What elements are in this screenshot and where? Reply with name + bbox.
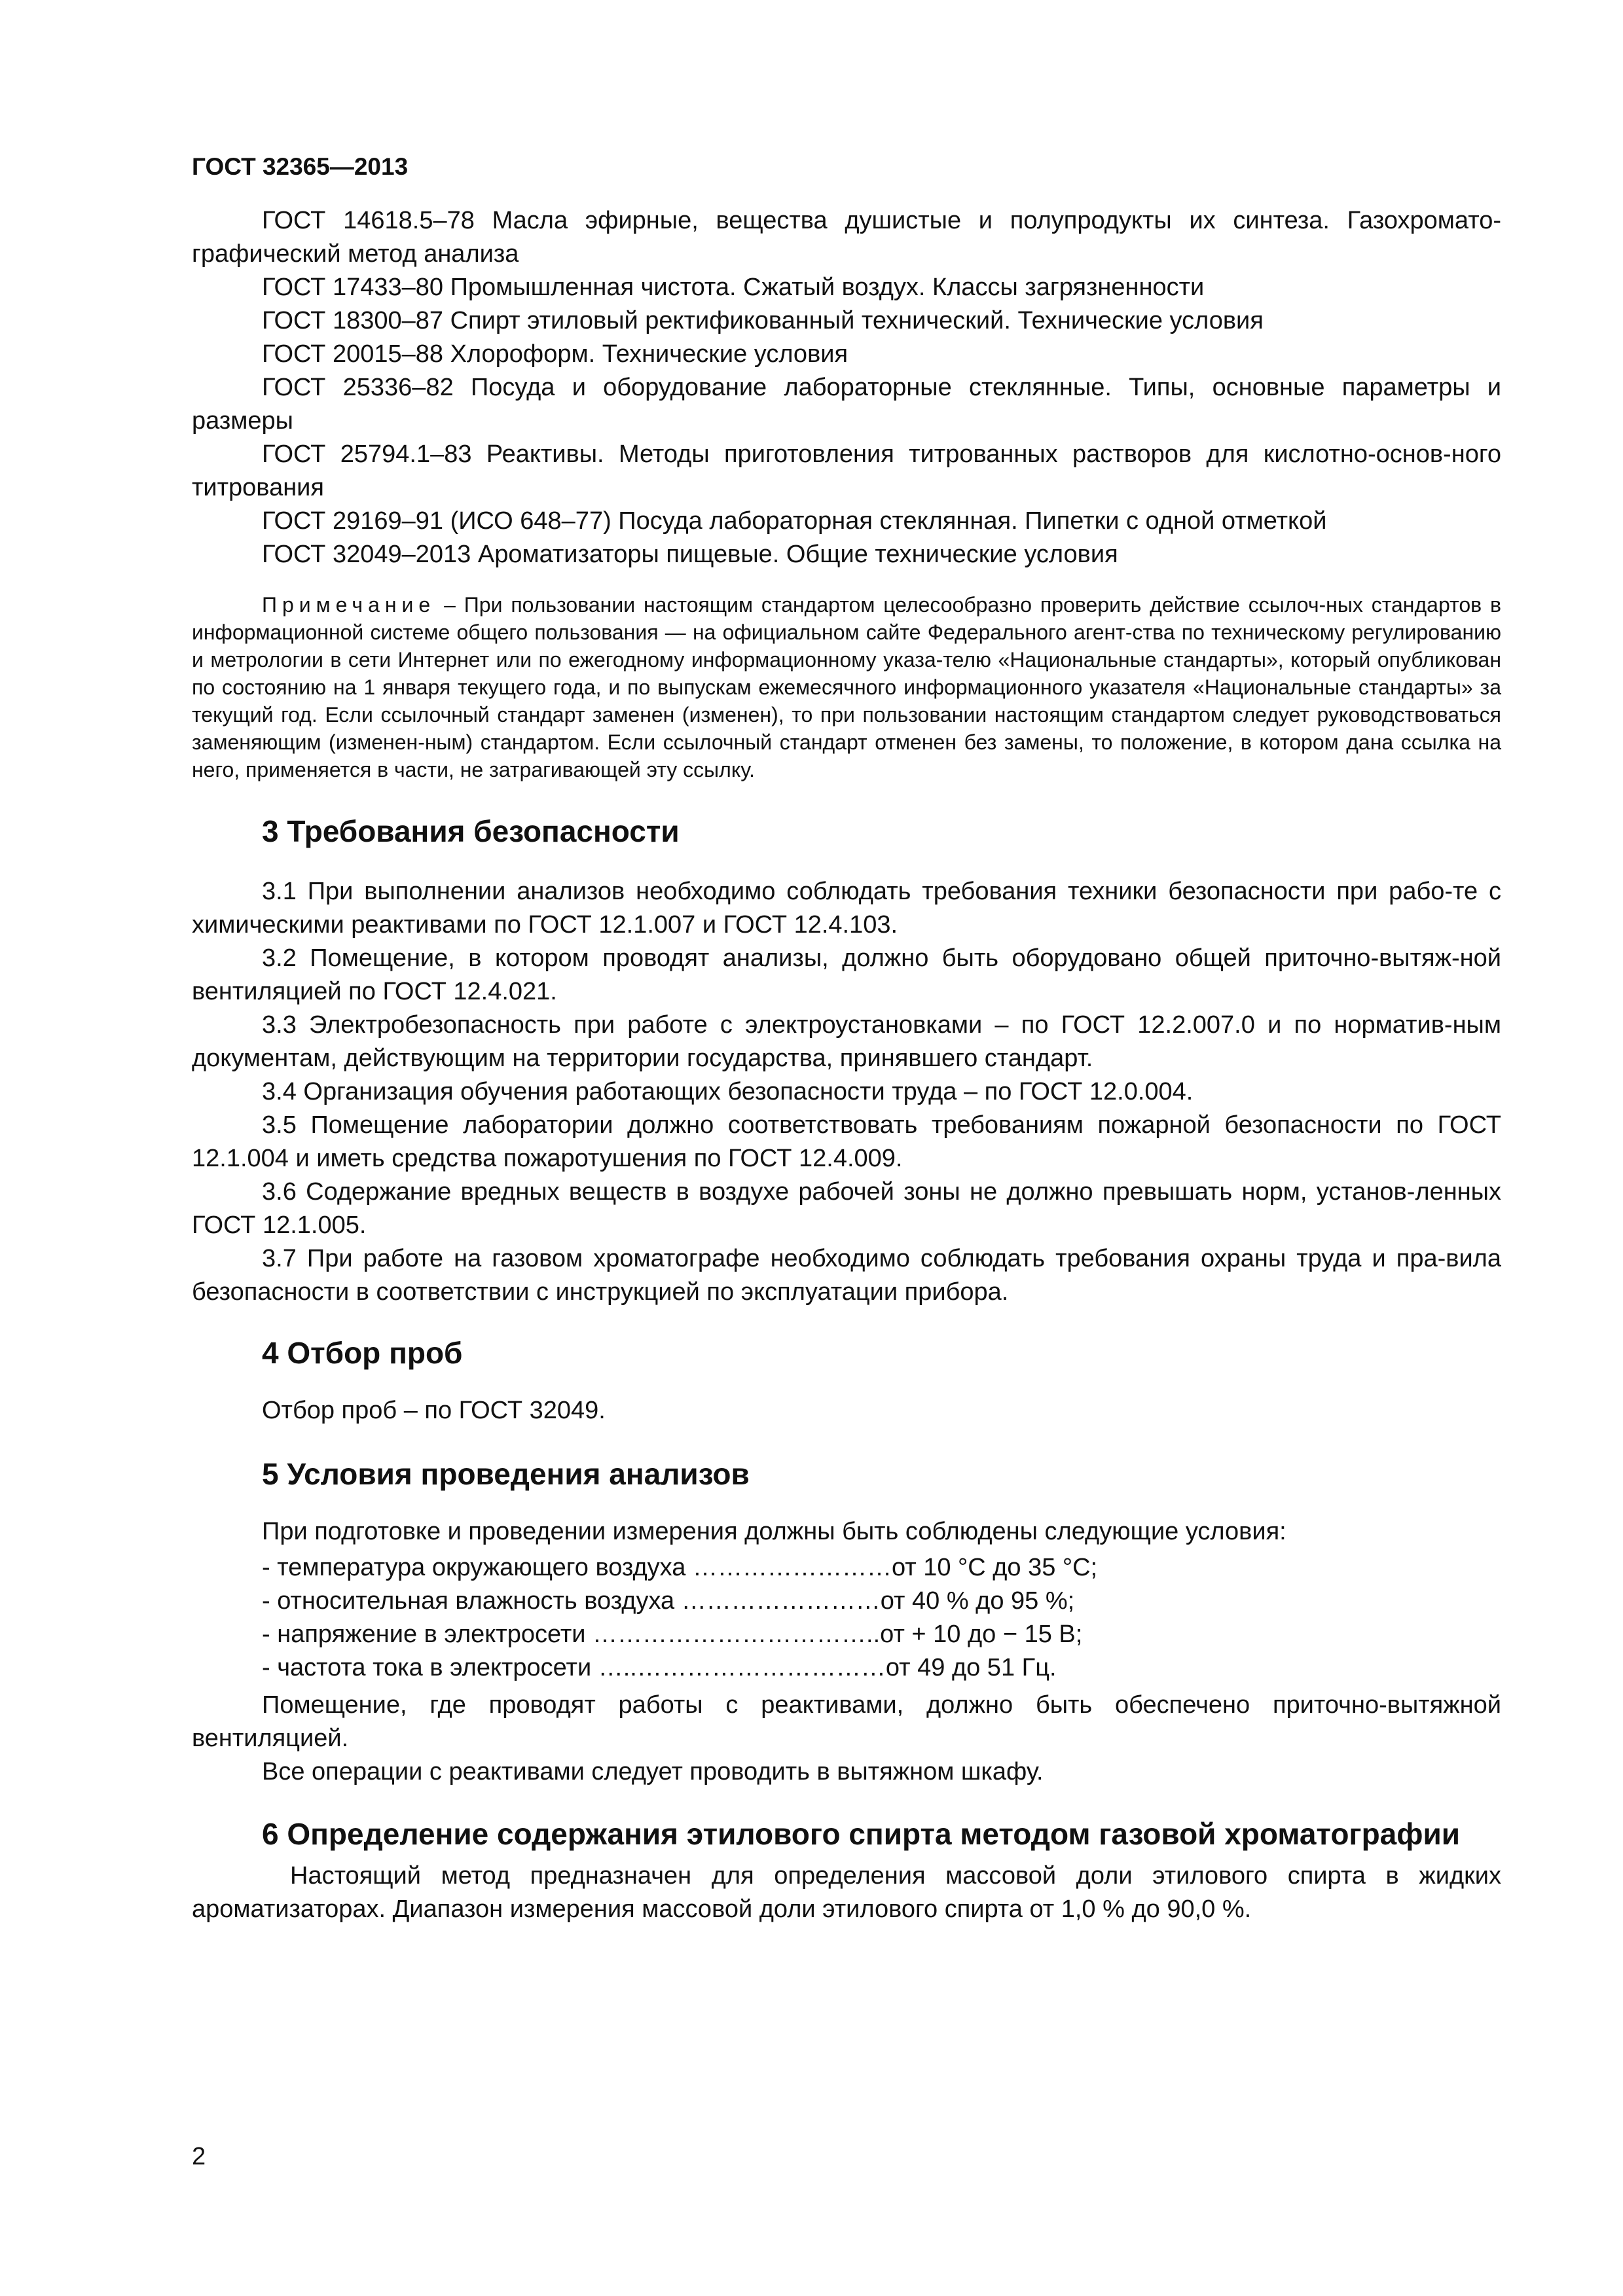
reference-item: ГОСТ 18300–87 Спирт этиловый ректификованный технический. Технические условия [262, 307, 1264, 334]
section-3-item: 3.5 Помещение лаборатории должно соответствовать требованиям пожарной безопасности по ГОСТ 12.1.004 и иметь средства пожаротушения по ГОСТ 12.4.009. [192, 1111, 1501, 1172]
reference-item: ГОСТ 32049–2013 Ароматизаторы пищевые. Общие технические условия [262, 541, 1118, 568]
condition-item: - температура окружающего воздуха ……………………от 10 °С до 35 °С; [262, 1554, 1098, 1581]
conditions-list [192, 1551, 1501, 1685]
section-3-item: 3.4 Организация обучения работающих безопасности труда – по ГОСТ 12.0.004. [262, 1078, 1194, 1105]
section-5-text-fume-hood: Все операции с реактивами следует проводить в вытяжном шкафу. [262, 1758, 1044, 1785]
reference-item: ГОСТ 25794.1–83 Реактивы. Методы приготовления титрованных растворов для кислотно-основ-ного титрования [192, 440, 1501, 501]
normative-references [192, 204, 1501, 571]
condition-item: - частота тока в электросети …..…………………………от 49 до 51 Гц. [262, 1654, 1057, 1681]
section-6-text: Настоящий метод предназначен для определения массовой доли этилового спирта в жидких ароматизаторах. Диапазон измерения массовой доли этилового спирта от 1,0 % до 90,0 %. [192, 1862, 1501, 1923]
note [192, 591, 1501, 783]
section-5-text-ventilation: Помещение, где проводят работы с реактивами, должно быть обеспечено приточно-вытяжной вентиляцией. [192, 1691, 1501, 1752]
note-text: – При пользовании настоящим стандартом целесообразно проверить действие ссылоч-ных стандартов в информационной системе общего пользования — на официальном сайте Федерального агент-ства по техническому регулированию и метрологии в сети Интернет или по ежегодному информационному указа-телю «Национальные стандарты», который опубликован по состоянию на 1 января текущего года, и по выпускам ежемесячного информационного указателя «Национальные стандарты» за текущий год. Если ссылочный стандарт заменен (изменен), то при пользовании настоящим стандартом следует руководствоваться заменяющим (изменен-ным) стандартом. Если ссылочный стандарт отменен без замены, то положение, в котором дана ссылка на него, применяется в части, не затрагивающей эту ссылку. [192, 593, 1502, 781]
section-3-item: 3.6 Содержание вредных веществ в воздухе рабочей зоны не должно превышать норм, установ-ленных ГОСТ 12.1.005. [192, 1178, 1501, 1239]
page-content [192, 151, 1501, 1926]
note-label: Примечание [262, 593, 436, 617]
section-3-item: 3.1 При выполнении анализов необходимо соблюдать требования техники безопасности при рабо-те с химическими реактивами по ГОСТ 12.1.007 и ГОСТ 12.4.103. [192, 878, 1501, 939]
reference-item: ГОСТ 17433–80 Промышленная чистота. Сжатый воздух. Классы загрязненности [262, 274, 1205, 301]
reference-item: ГОСТ 14618.5–78 Масла эфирные, вещества душистые и полупродукты их синтеза. Газохромато-графический метод анализа [192, 207, 1501, 268]
section-3-body [192, 875, 1501, 1309]
condition-item: - напряжение в электросети ……………………………..от + 10 до − 15 В; [262, 1621, 1083, 1648]
condition-item: - относительная влажность воздуха ……………………от 40 % до 95 %; [262, 1587, 1075, 1615]
section-3-item: 3.3 Электробезопасность при работе с электроустановками – по ГОСТ 12.2.007.0 и по норматив-ным документам, действующим на территории государства, принявшего стандарт. [192, 1011, 1501, 1072]
reference-item: ГОСТ 20015–88 Хлороформ. Технические условия [262, 340, 848, 368]
section-4-title: 4 Отбор проб [262, 1336, 463, 1370]
section-5-title: 5 Условия проведения анализов [262, 1457, 750, 1491]
reference-item: ГОСТ 25336–82 Посуда и оборудование лабораторные стеклянные. Типы, основные параметры и размеры [192, 374, 1501, 435]
page-number: 2 [192, 2143, 206, 2170]
section-3-title: 3 Требования безопасности [262, 814, 680, 848]
section-6-title: 6 Определение содержания этилового спирта методом газовой хроматографии [262, 1817, 1461, 1851]
document-header: ГОСТ 32365—2013 [192, 153, 409, 180]
section-3-item: 3.7 При работе на газовом хроматографе необходимо соблюдать требования охраны труда и пра-вила безопасности в соответствии с инструкцией по эксплуатации прибора. [192, 1245, 1501, 1306]
section-5-intro: При подготовке и проведении измерения должны быть соблюдены следующие условия: [262, 1518, 1286, 1545]
section-4-text: Отбор проб – по ГОСТ 32049. [262, 1397, 606, 1424]
reference-item: ГОСТ 29169–91 (ИСО 648–77) Посуда лабораторная стеклянная. Пипетки с одной отметкой [262, 507, 1327, 535]
section-3-item: 3.2 Помещение, в котором проводят анализы, должно быть оборудовано общей приточно-вытяж-ной вентиляцией по ГОСТ 12.4.021. [192, 944, 1501, 1005]
